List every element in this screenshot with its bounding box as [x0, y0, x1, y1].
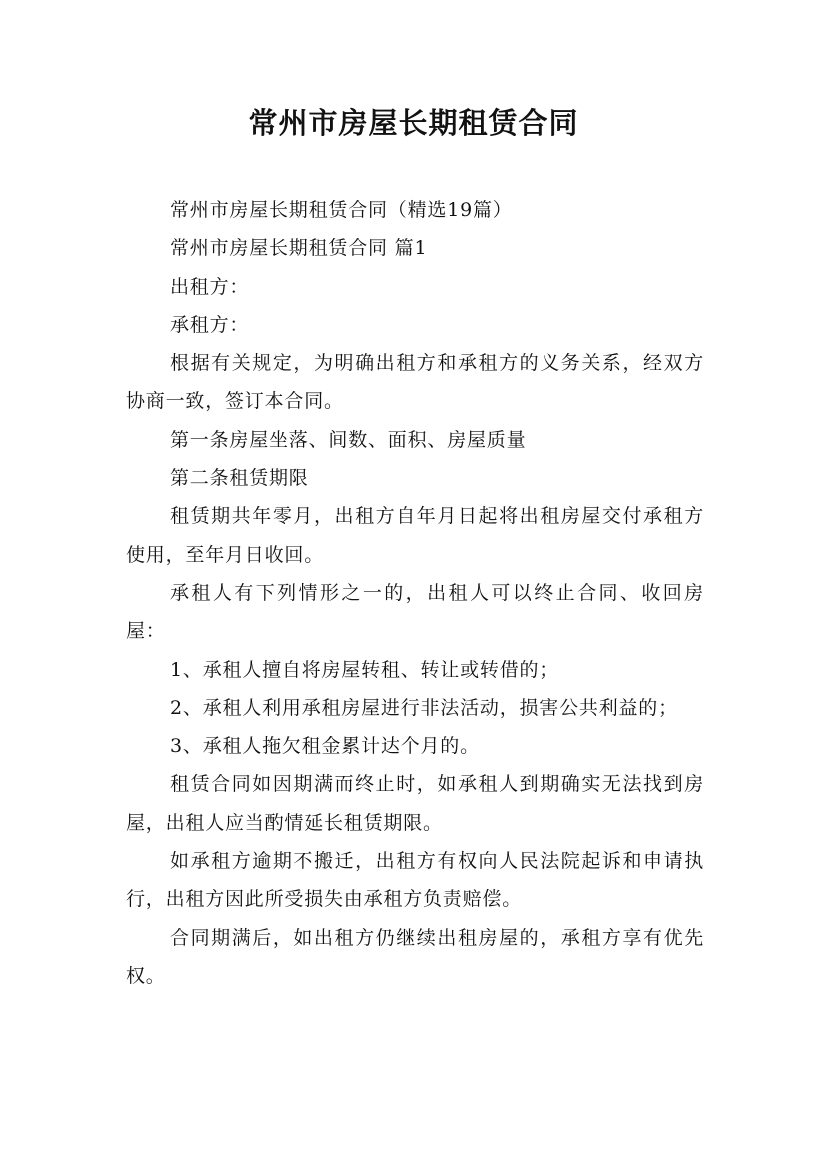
- paragraph-condition-1: 1、承租人擅自将房屋转租、转让或转借的；: [170, 658, 560, 681]
- paragraph-preamble: 根据有关规定，为明确出租方和承租方的义务关系，经双方协商一致，签订本合同。: [126, 352, 704, 413]
- paragraph-lessor: 出租方：: [170, 275, 250, 298]
- paragraph-lessee: 承租方：: [170, 313, 250, 336]
- paragraph-article-heading: 常州市房屋长期租赁合同 篇1: [170, 237, 428, 260]
- document-title: 常州市房屋长期租赁合同: [248, 106, 579, 140]
- paragraph-overdue-eviction: 如承租方逾期不搬迁，出租方有权向人民法院起诉和申请执行，出租方因此所受损失由承租方负责赔偿。: [126, 850, 704, 911]
- paragraph-priority-right: 合同期满后，如出租方仍继续出租房屋的，承租方享有优先权。: [126, 926, 704, 987]
- paragraph-clause-2: 第二条租赁期限: [170, 467, 309, 490]
- paragraph-condition-3: 3、承租人拖欠租金累计达个月的。: [170, 735, 480, 758]
- paragraph-subtitle: 常州市房屋长期租赁合同（精选19篇）: [170, 199, 513, 221]
- paragraph-lease-term: 租赁期共年零月，出租方自年月日起将出租房屋交付承租方使用，至年月日收回。: [126, 505, 704, 566]
- paragraph-clause-1: 第一条房屋坐落、间数、面积、房屋质量: [170, 428, 527, 451]
- paragraph-condition-2: 2、承租人利用承租房屋进行非法活动，损害公共利益的；: [170, 696, 678, 719]
- paragraph-expiry-extension: 租赁合同如因期满而终止时，如承租人到期确实无法找到房屋，出租人应当酌情延长租赁期限。: [126, 773, 704, 834]
- document-body: [126, 191, 704, 995]
- paragraph-termination-conditions: 承租人有下列情形之一的，出租人可以终止合同、收回房屋：: [126, 581, 704, 643]
